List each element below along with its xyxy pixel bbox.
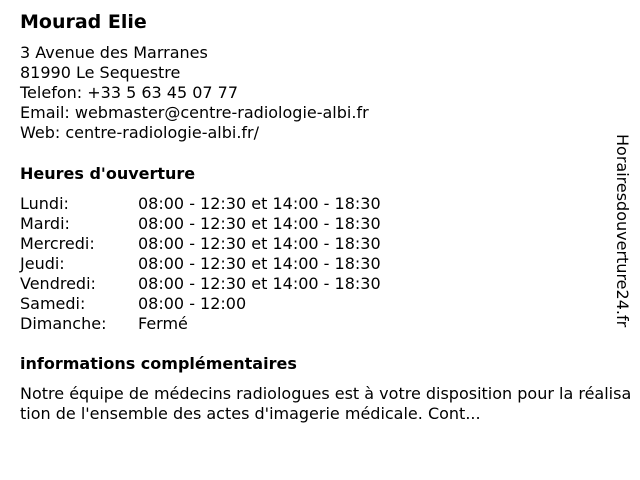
site-watermark: Horairesdouverture24.fr bbox=[613, 134, 632, 328]
hours-table bbox=[20, 194, 381, 334]
info-description: Notre équipe de médecins radiologues est à votre disposition pour la réalisation de l'ensemble des actes d'imagerie médicale. Cont... bbox=[20, 384, 632, 423]
time-range: 08:00 - 12:30 et 14:00 - 18:30 bbox=[138, 194, 381, 213]
hours-row-thursday bbox=[20, 254, 381, 274]
day-label: Jeudi: bbox=[20, 254, 65, 273]
time-range: 08:00 - 12:30 et 14:00 - 18:30 bbox=[138, 254, 381, 273]
email-address[interactable]: Email: webmaster@centre-radiologie-albi.fr bbox=[20, 103, 369, 122]
contact-block bbox=[20, 43, 369, 143]
time-range: 08:00 - 12:30 et 14:00 - 18:30 bbox=[138, 234, 381, 253]
time-range: 08:00 - 12:00 bbox=[138, 294, 247, 313]
phone-number[interactable]: Telefon: +33 5 63 45 07 77 bbox=[20, 83, 239, 102]
time-range: 08:00 - 12:30 et 14:00 - 18:30 bbox=[138, 214, 381, 233]
day-label: Mardi: bbox=[20, 214, 70, 233]
hours-title: Heures d'ouverture bbox=[20, 164, 196, 183]
business-name: Mourad Elie bbox=[20, 11, 147, 33]
website-link[interactable]: Web: centre-radiologie-albi.fr/ bbox=[20, 123, 260, 142]
street-address: 3 Avenue des Marranes bbox=[20, 43, 208, 62]
hours-row-tuesday bbox=[20, 214, 381, 234]
day-label: Dimanche: bbox=[20, 314, 107, 333]
hours-row-friday bbox=[20, 274, 381, 294]
hours-row-monday bbox=[20, 194, 381, 214]
hours-row-wednesday bbox=[20, 234, 381, 254]
hours-row-saturday bbox=[20, 294, 381, 314]
time-range: 08:00 - 12:30 et 14:00 - 18:30 bbox=[138, 274, 381, 293]
day-label: Vendredi: bbox=[20, 274, 96, 293]
city-postcode: 81990 Le Sequestre bbox=[20, 63, 181, 82]
day-label: Lundi: bbox=[20, 194, 69, 213]
day-label: Samedi: bbox=[20, 294, 86, 313]
time-range: Fermé bbox=[138, 314, 188, 333]
info-title: informations complémentaires bbox=[20, 354, 297, 373]
day-label: Mercredi: bbox=[20, 234, 95, 253]
hours-row-sunday bbox=[20, 314, 381, 334]
